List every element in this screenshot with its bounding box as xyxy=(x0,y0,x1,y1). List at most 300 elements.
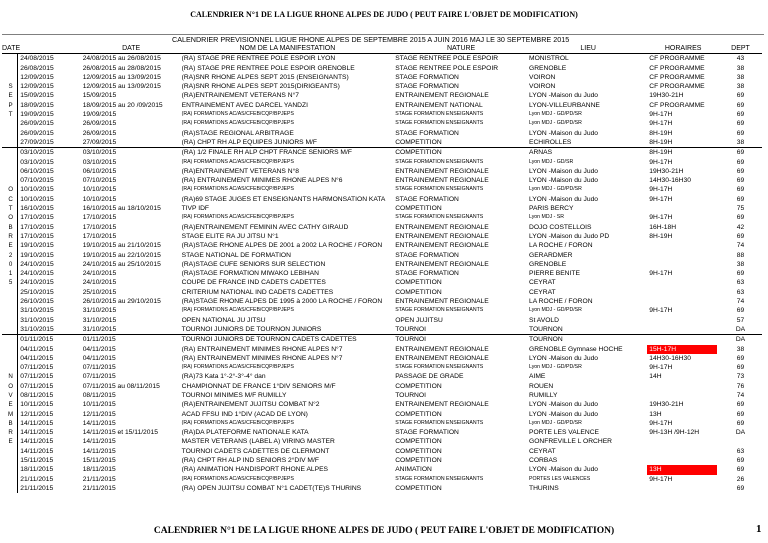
row-nature: TOURNOI xyxy=(393,335,527,345)
row-location: LYON -Maison du Judo xyxy=(529,167,599,175)
row-hours xyxy=(647,288,717,297)
month-label-char: O xyxy=(8,214,14,222)
row-date: 26/08/2015 xyxy=(20,64,54,72)
row-hours: 8H-19H xyxy=(649,129,673,137)
month-label-char: O xyxy=(8,382,14,390)
row-location: AIME xyxy=(529,373,546,381)
row-nature: STAGE FORMATION ENSEIGNANTS xyxy=(395,214,484,221)
row-nature: STAGE FORMATION ENSEIGNANTS xyxy=(395,186,484,193)
row-dept: 57 xyxy=(736,316,745,324)
row-nature: ENTRAINEMENT REGIONALE xyxy=(395,298,489,306)
table-row xyxy=(2,176,762,185)
column-header-nature: NATURE xyxy=(446,45,476,52)
row-nature: STAGE FORMATION ENSEIGNANTS xyxy=(395,419,484,426)
row-location: GRENOBLE Gymnase HOCHE xyxy=(529,345,623,353)
row-date-range: 16/10/2015 au 18/10/2015 xyxy=(82,205,161,213)
row-hours: 9H-17H xyxy=(649,419,673,427)
row-dept: 69 xyxy=(736,129,745,137)
row-date: 26/09/2015 xyxy=(20,129,54,137)
row-date-range: 06/10/2015 xyxy=(82,167,117,175)
row-date-range: 19/10/2015 au 22/10/2015 xyxy=(82,251,161,259)
row-hours: 9H-17H xyxy=(649,111,673,119)
row-location: ROUEN xyxy=(529,382,554,390)
row-nature: ENTRAINEMENT REGIONALE xyxy=(395,167,489,175)
row-date: 10/11/2015 xyxy=(20,401,54,409)
row-date: 06/10/2015 xyxy=(20,167,54,175)
row-event-name: (RA) ENTRAINEMENT MINIMES RHONE ALPES N°7 xyxy=(181,354,343,362)
row-dept: 75 xyxy=(736,205,745,213)
row-date: 31/10/2015 xyxy=(20,325,54,333)
row-date: 19/10/2015 xyxy=(20,242,54,250)
table-row xyxy=(2,73,762,82)
row-location: Lyon MDJ - GD/PD/SR xyxy=(529,111,582,118)
month-label-char: C xyxy=(8,195,13,203)
row-location: THURINS xyxy=(529,484,559,492)
row-location: CEYRAT xyxy=(529,288,556,296)
row-event-name: (RA) FORMATIONS AC/AS/CFEB/CQP/BPJEPS xyxy=(181,158,294,165)
row-dept: 69 xyxy=(736,167,745,175)
row-event-name: ENTRAINEMENT AVEC DARCEL YANDZI xyxy=(181,101,308,109)
row-date-range: 21/11/2015 xyxy=(82,475,116,483)
row-dept: 69 xyxy=(736,466,745,474)
month-label-char: M xyxy=(8,410,14,418)
row-dept: DA xyxy=(735,325,746,333)
row-location: St AVOLD xyxy=(529,316,559,324)
row-date: 10/10/2015 xyxy=(20,186,54,194)
row-nature: STAGE FORMATION ENSEIGNANTS xyxy=(395,158,484,165)
table-row xyxy=(2,158,762,167)
month-label-char: 1 xyxy=(8,270,13,278)
row-nature: COMPETITION xyxy=(395,438,442,446)
row-location: GONFREVILLE L ORCHER xyxy=(529,438,612,446)
row-date-range: 27/09/2015 xyxy=(82,138,117,146)
row-date: 16/10/2015 xyxy=(20,205,54,213)
row-date: 03/10/2015 xyxy=(20,158,54,166)
row-dept: 38 xyxy=(736,260,745,268)
row-date: 26/10/2015 xyxy=(20,298,54,306)
row-event-name: (RA) FORMATIONS AC/AS/CFEB/CQP/BPJEPS xyxy=(181,214,294,221)
row-event-name: (RA) FORMATIONS AC/AS/CFEB/CQP/BPJEPS xyxy=(181,475,294,482)
row-date-range: 21/11/2015 xyxy=(82,484,116,492)
row-dept: 63 xyxy=(736,447,745,455)
row-date-range: 17/10/2015 xyxy=(82,223,117,231)
row-date-range: 10/10/2015 xyxy=(82,186,117,194)
row-dept: 69 xyxy=(736,270,745,278)
row-location: LYON -Maison du Judo xyxy=(529,129,599,137)
row-date-range: 12/09/2015 au 13/09/2015 xyxy=(82,73,161,81)
row-nature: ENTRAINEMENT REGIONALE xyxy=(395,92,489,100)
column-header-date: DATE xyxy=(2,45,21,52)
row-date-range: 07/11/2015 au 08/11/2015 xyxy=(82,382,160,390)
row-location: LYON -Maison du Judo xyxy=(529,410,599,418)
row-hours: 16H-18H xyxy=(649,223,677,231)
row-date: 17/10/2015 xyxy=(20,223,54,231)
month-label-char: R xyxy=(8,429,13,437)
row-date: 14/11/2015 xyxy=(20,429,54,437)
month-label-char: E xyxy=(8,92,13,100)
row-dept: DA xyxy=(735,429,746,437)
row-nature: ENTRAINEMENT REGIONALE xyxy=(395,401,489,409)
column-header-event-name: NOM DE LA MANIFESTATION xyxy=(239,45,336,52)
row-date: 26/09/2015 xyxy=(20,120,54,128)
month-label-char: 2 xyxy=(8,251,13,259)
table-row xyxy=(2,484,762,493)
month-label-char: B xyxy=(8,223,13,231)
row-hours: 9H-17H xyxy=(649,364,673,372)
row-hours: CF PROGRAMME xyxy=(647,54,717,64)
row-date-range: 31/10/2015 xyxy=(82,325,117,333)
row-dept: 38 xyxy=(736,138,745,146)
row-location: VOIRON xyxy=(529,73,556,81)
table-row xyxy=(2,269,762,278)
row-nature: ANIMATION xyxy=(395,466,432,474)
row-event-name: (RA) FORMATIONS AC/AS/CFEB/CQP/BPJEPS xyxy=(181,111,294,118)
month-label-char: E xyxy=(8,438,13,446)
row-location: LA ROCHE / FORON xyxy=(529,298,593,306)
row-date: 25/10/2015 xyxy=(20,288,54,296)
row-location: PIERRE BENITE xyxy=(529,270,580,278)
row-location: LYON -Maison du Judo PD xyxy=(529,232,610,240)
row-dept: 69 xyxy=(736,419,745,427)
table-row xyxy=(2,278,762,287)
table-row xyxy=(2,129,762,138)
table-row xyxy=(2,325,762,335)
row-location: GERARDMER xyxy=(529,251,573,259)
column-header-row xyxy=(2,44,762,54)
row-date-range: 14/11/2015 et 15/11/2015 xyxy=(82,429,158,437)
row-date-range: 07/11/2015 xyxy=(82,364,116,372)
table-row xyxy=(2,297,762,306)
table-row xyxy=(2,185,762,194)
month-label-char: V xyxy=(8,391,13,399)
row-location: LYON -Maison du Judo xyxy=(529,195,599,203)
row-hours: 9H-17H xyxy=(649,270,673,278)
row-event-name: (RA) ANIMATION HANDISPORT RHONE ALPES xyxy=(181,466,329,474)
table-row xyxy=(2,195,762,204)
row-event-name: (RA) CHPT RH ALP EQUIPES JUNIORS M/F xyxy=(181,138,317,146)
row-nature: COMPETITION xyxy=(395,410,442,418)
row-dept: 69 xyxy=(736,111,745,119)
row-dept: 38 xyxy=(736,73,745,81)
month-label xyxy=(2,148,18,335)
row-nature: COMPETITION xyxy=(395,205,442,213)
row-dept: 69 xyxy=(736,401,745,409)
row-location: ARNAS xyxy=(527,148,647,158)
row-dept: 69 xyxy=(736,195,745,203)
row-nature: COMPETITION xyxy=(395,447,442,455)
table-row xyxy=(2,447,762,456)
row-location: PARIS BERCY xyxy=(529,205,574,213)
row-date-range: 08/11/2015 xyxy=(82,391,116,399)
row-hours: 14H30-16H30 xyxy=(649,354,691,362)
table-row xyxy=(2,241,762,250)
row-nature: COMPETITION xyxy=(395,279,442,287)
table-row xyxy=(2,345,762,354)
table-row xyxy=(2,232,762,241)
row-event-name: COUPE DE FRANCE IND CADETS CADETTES xyxy=(181,279,326,287)
row-date: 21/11/2015 xyxy=(20,475,54,483)
row-hours xyxy=(647,335,717,345)
row-date-range: 26/09/2015 xyxy=(82,129,117,137)
table-row xyxy=(2,335,762,345)
row-event-name: STAGE ELITE RA JU JITSU N°1 xyxy=(181,232,279,240)
row-location: LYON -Maison du Judo xyxy=(529,92,599,100)
row-event-name: (RA)73 Kata 1°-2°-3°-4° dan xyxy=(181,373,266,381)
row-date: 31/10/2015 xyxy=(20,316,54,324)
month-label-char: S xyxy=(8,83,13,91)
row-date-range: 14/11/2015 xyxy=(82,419,116,427)
row-nature: ENTRAINEMENT REGIONALE xyxy=(395,223,489,231)
row-date: 31/10/2015 xyxy=(20,307,54,315)
row-date-range: 19/09/2015 xyxy=(82,111,117,119)
row-event-name: (RA) CHPT RH ALP IND SENIORS 2°DIV M/F xyxy=(181,457,319,465)
row-dept: 69 xyxy=(736,410,745,418)
row-date-range: 03/10/2015 xyxy=(82,158,117,166)
row-event-name: (RA)STAGE CUFE SENIORS SUR SELECTION xyxy=(181,260,326,268)
row-date: 08/11/2015 xyxy=(20,391,54,399)
row-location: TOURNON xyxy=(527,335,647,345)
row-date-range: 18/09/2015 au 20 /09/2015 xyxy=(82,101,163,109)
row-date: 18/09/2015 xyxy=(20,101,54,109)
table-row xyxy=(2,82,762,91)
document-header: CALENDRIER N°1 DE LA LIGUE RHONE ALPES DE JUDO ( PEUT FAIRE L'OBJET DE MODIFICATION) xyxy=(190,10,578,19)
table-row xyxy=(2,91,762,100)
row-event-name: (RA)ENTRAINEMENT JUJITSU COMBAT N°2 xyxy=(181,401,320,409)
table-row xyxy=(2,223,762,232)
row-hours xyxy=(647,251,717,260)
calendar-sheet xyxy=(2,34,764,493)
table-row xyxy=(2,437,762,446)
row-date-range: 24/10/2015 xyxy=(82,270,117,278)
row-nature: COMPETITION xyxy=(395,457,442,465)
table-row xyxy=(2,391,762,400)
row-hours xyxy=(647,456,717,465)
table-row xyxy=(2,456,762,465)
row-event-name: (RA)STAGE REGIONAL ARBITRAGE xyxy=(181,129,294,137)
row-location: Lyon MDJ - GD/PD/SR xyxy=(529,186,582,193)
row-location: Lyon MDJ - GD/PD/SR xyxy=(529,419,582,426)
row-nature: ENTRAINEMENT REGIONALE xyxy=(395,345,489,353)
row-event-name: TOURNOI MINIMES M/F RUMILLY xyxy=(181,391,287,399)
row-hours: CF PROGRAMME xyxy=(649,83,705,91)
row-dept: 63 xyxy=(736,288,745,296)
row-date-range: 04/11/2015 xyxy=(82,345,116,353)
row-event-name: (RA) FORMATIONS AC/AS/CFEB/CQP/BPJEPS xyxy=(181,186,294,193)
row-date: 14/11/2015 xyxy=(20,447,54,455)
row-date-range: 03/10/2015 xyxy=(81,148,180,158)
row-event-name: (RA)ENTRAINEMENT VETERANS N°8 xyxy=(181,167,299,175)
table-row xyxy=(2,119,762,128)
row-hours: 8H-19H xyxy=(647,148,717,158)
row-date-range: 10/10/2015 xyxy=(82,195,117,203)
row-date: 21/11/2015 xyxy=(20,484,54,492)
row-hours xyxy=(647,297,717,306)
row-dept: 43 xyxy=(717,54,762,64)
row-hours xyxy=(647,260,717,269)
row-dept: 69 xyxy=(736,177,745,185)
row-dept: 74 xyxy=(736,298,745,306)
row-location: Lyon MDJ - SR xyxy=(529,214,564,221)
row-date: 07/11/2015 xyxy=(20,382,54,390)
row-date: 19/10/2015 xyxy=(20,251,54,259)
row-date-range: 14/11/2015 xyxy=(82,438,116,446)
row-date: 10/10/2015 xyxy=(20,195,54,203)
row-dept: 69 xyxy=(736,101,745,109)
row-location: LA ROCHE / FORON xyxy=(529,242,593,250)
row-location: CEYRAT xyxy=(529,279,556,287)
row-event-name: (RA) STAGE PRE RENTREE POLE ESPOIR LYON xyxy=(180,54,394,64)
row-hours xyxy=(647,437,717,446)
month-label-char: 0 xyxy=(8,260,13,268)
row-hours: 9H-17H xyxy=(649,158,673,166)
row-date: 17/10/2015 xyxy=(20,232,54,240)
row-event-name: (RA)SNR RHONE ALPES SEPT 2015(DIRIGEANTS) xyxy=(181,83,340,91)
row-hours xyxy=(647,278,717,287)
row-nature: ENTRAINEMENT REGIONALE xyxy=(395,242,489,250)
row-location: GRENOBLE xyxy=(529,260,567,268)
row-dept: 69 xyxy=(736,457,745,465)
row-date: 07/11/2015 xyxy=(20,373,54,381)
row-event-name: (RA) FORMATIONS AC/AS/CFEB/CQP/BPJEPS xyxy=(181,419,294,426)
row-nature: COMPETITION xyxy=(395,138,442,146)
row-dept: 69 xyxy=(736,364,745,372)
row-nature: STAGE FORMATION ENSEIGNANTS xyxy=(395,111,484,118)
row-location: PORTES LES VALENCES xyxy=(529,475,591,482)
row-date-range: 18/11/2015 xyxy=(82,466,116,474)
row-dept: 69 xyxy=(736,484,745,492)
row-dept: 69 xyxy=(736,307,745,315)
row-event-name: (RA) OPEN JUJITSU COMBAT N°1 CADET(TE)S THURINS xyxy=(181,484,362,492)
document-footer: CALENDRIER N°1 DE LA LIGUE RHONE ALPES DE JUDO ( PEUT FAIRE L'OBJET DE MODIFICATION) xyxy=(153,526,615,536)
page-number: 1 xyxy=(756,523,762,535)
row-date: 01/11/2015 xyxy=(18,335,81,345)
row-location: RUMILLY xyxy=(529,391,558,399)
row-date: 24/10/2015 xyxy=(20,279,54,287)
row-dept: 42 xyxy=(736,223,745,231)
row-nature: ENTRAINEMENT REGIONALE xyxy=(395,260,489,268)
table-row xyxy=(2,363,762,372)
row-hours: CF PROGRAMME xyxy=(649,73,705,81)
month-label-char: T xyxy=(8,111,13,119)
row-event-name: STAGE NATIONAL DE FORMATION xyxy=(181,251,291,259)
row-event-name: (RA) FORMATIONS AC/AS/CFEB/CQP/BPJEPS xyxy=(181,307,294,314)
row-location: CORBAS xyxy=(529,457,558,465)
table-row xyxy=(2,475,762,484)
table-row xyxy=(2,148,762,158)
row-date: 27/09/2015 xyxy=(20,138,54,146)
row-dept: 38 xyxy=(736,345,745,353)
row-date-range: 15/11/2015 xyxy=(82,457,116,465)
row-event-name: (RA) STAGE PRE RENTREE POLE ESPOIR GRENOBLE xyxy=(181,64,355,72)
row-date-range: 17/10/2015 xyxy=(82,214,117,222)
row-nature: ENTRAINEMENT REGIONALE xyxy=(395,354,489,362)
row-event-name: TOURNOI JUNIORS DE TOURNON JUNIORS xyxy=(181,325,322,333)
row-date: 07/11/2015 xyxy=(20,364,54,372)
row-hours: 9H-17H xyxy=(649,195,673,203)
row-nature: STAGE FORMATION xyxy=(395,270,459,278)
row-hours: 9H-17H xyxy=(649,120,673,128)
row-event-name: (RA)ENTRAINEMENT VETERANS N°7 xyxy=(181,92,299,100)
row-date-range: 12/11/2015 xyxy=(82,410,116,418)
row-date: 15/09/2015 xyxy=(20,92,54,100)
row-date: 24/08/2015 xyxy=(18,54,81,64)
row-nature: STAGE FORMATION ENSEIGNANTS xyxy=(395,120,484,127)
row-event-name: (RA) ENTRAINEMENT MINIMES RHONE ALPES N°7 xyxy=(181,345,343,353)
table-row xyxy=(2,54,762,64)
row-date-range: 24/08/2015 au 26/08/2015 xyxy=(81,54,180,64)
row-location: LYON -Maison du Judo xyxy=(529,401,599,409)
row-location: ECHIROLLES xyxy=(529,138,572,146)
row-nature: STAGE FORMATION xyxy=(395,429,459,437)
calendar-table xyxy=(2,44,762,493)
column-header-date-range: DATE xyxy=(122,45,141,52)
row-location: TOURNON xyxy=(529,325,563,333)
row-nature: ENTRAINEMENT REGIONALE xyxy=(395,177,489,185)
row-event-name: (RA) FORMATIONS AC/AS/CFEB/CQP/BPJEPS xyxy=(181,364,294,371)
table-row xyxy=(2,64,762,73)
row-event-name: CRITERIUM NATIONAL IND CADETS CADETTES xyxy=(181,288,334,296)
row-date-range: 14/11/2015 xyxy=(82,447,116,455)
row-nature: STAGE FORMATION xyxy=(395,129,459,137)
row-event-name: (RA)STAGE FORMATION MIWAKO LEBIHAN xyxy=(181,270,319,278)
row-hours: 19H30-21H xyxy=(649,401,684,409)
row-dept: 69 xyxy=(717,148,762,158)
row-event-name: (RA)DA PLATEFORME NATIONALE KATA xyxy=(181,429,309,437)
row-dept: 74 xyxy=(736,242,745,250)
row-nature: TOURNOI xyxy=(395,391,426,399)
row-hours: 13H xyxy=(647,465,717,474)
column-header-location: LIEU xyxy=(580,45,596,52)
month-label-char: P xyxy=(8,101,13,109)
row-nature: STAGE FORMATION ENSEIGNANTS xyxy=(395,475,484,482)
row-hours: 9H-17H xyxy=(649,475,673,483)
row-dept: 73 xyxy=(736,373,745,381)
row-nature: COMPETITION xyxy=(393,148,527,158)
row-date-range: 19/10/2015 au 21/10/2015 xyxy=(82,242,161,250)
row-date: 12/09/2015 xyxy=(20,73,54,81)
table-row xyxy=(2,465,762,474)
row-event-name: CHAMPIONNAT DE FRANCE 1°DIV SENIORS M/F xyxy=(181,382,336,390)
row-date-range: 07/11/2015 xyxy=(82,373,116,381)
row-date-range: 25/10/2015 xyxy=(82,288,117,296)
month-label-char: R xyxy=(8,232,13,240)
row-hours: 9H-17H xyxy=(649,307,673,315)
row-date-range: 24/10/2015 xyxy=(82,279,117,287)
row-date: 24/10/2015 xyxy=(20,270,54,278)
row-hours: 14H xyxy=(649,373,662,381)
row-event-name: (RA) FORMATIONS AC/AS/CFEB/CQP/BPJEPS xyxy=(181,120,294,127)
row-date-range: 26/08/2015 au 28/08/2015 xyxy=(82,64,161,72)
row-date-range: 31/10/2015 xyxy=(82,307,117,315)
row-location: MONISTROL xyxy=(527,54,647,64)
table-row xyxy=(2,419,762,428)
row-location: LYON -Maison du Judo xyxy=(529,177,599,185)
row-event-name: (RA)ENTRAINEMENT FEMININ AVEC CATHY GIRAUD xyxy=(181,223,349,231)
row-date: 24/10/2015 xyxy=(20,260,54,268)
row-event-name: TOURNOI CADETS CADETTES DE CLERMONT xyxy=(181,447,330,455)
table-row xyxy=(2,410,762,419)
row-date: 19/09/2015 xyxy=(20,111,54,119)
row-date: 03/10/2015 xyxy=(18,148,81,158)
row-hours xyxy=(647,484,717,493)
row-nature: OPEN JUJITSU xyxy=(395,316,443,324)
row-dept: 69 xyxy=(736,214,745,222)
row-event-name: TOURNOI JUNIORS DE TOURNON CADETS CADETTES xyxy=(180,335,394,345)
row-dept: 69 xyxy=(736,354,745,362)
row-date-range: 31/10/2015 xyxy=(82,316,117,324)
row-hours: 19H30-21H xyxy=(649,167,684,175)
row-dept: 69 xyxy=(736,186,745,194)
